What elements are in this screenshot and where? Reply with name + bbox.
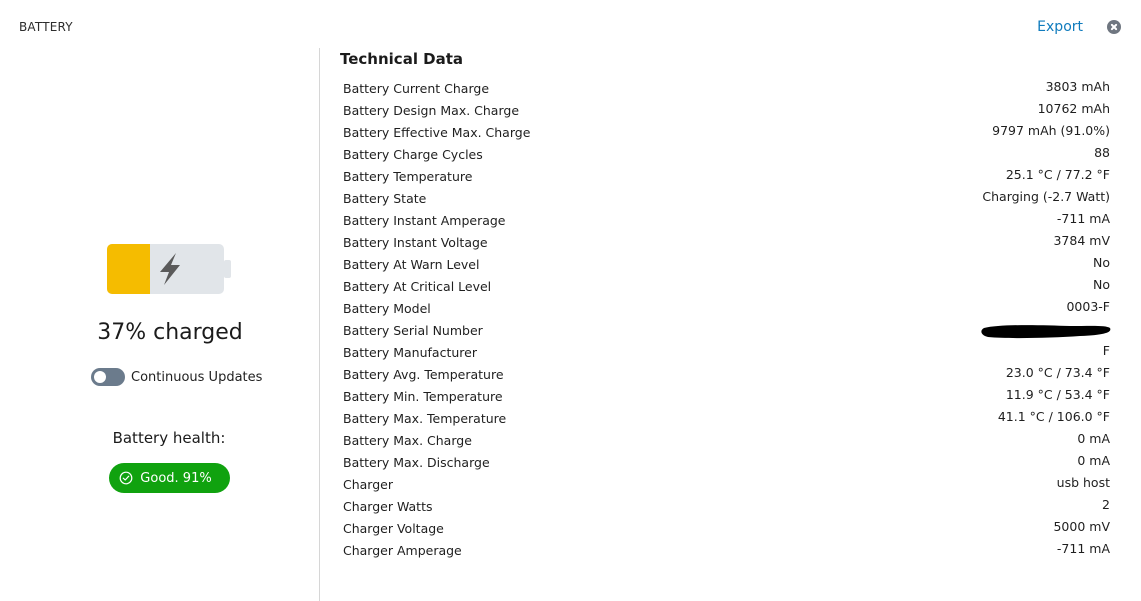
table-row bbox=[343, 233, 1110, 255]
table-row bbox=[343, 541, 1110, 563]
technical-data-title: Technical Data bbox=[340, 50, 464, 68]
redacted-value bbox=[980, 322, 1112, 340]
data-value: 3803 mAh bbox=[1045, 79, 1110, 94]
data-label: Battery Current Charge bbox=[343, 81, 490, 96]
continuous-updates-toggle[interactable] bbox=[91, 368, 125, 386]
data-value: No bbox=[1093, 277, 1110, 292]
data-value: 88 bbox=[1094, 145, 1110, 160]
table-row bbox=[343, 497, 1110, 519]
data-label: Battery Temperature bbox=[343, 169, 473, 184]
data-value: 2 bbox=[1102, 497, 1110, 512]
battery-health-value: Good. 91% bbox=[140, 470, 212, 486]
export-button[interactable]: Export bbox=[1037, 19, 1083, 35]
table-row bbox=[343, 123, 1110, 145]
continuous-updates-label: Continuous Updates bbox=[131, 369, 263, 385]
table-row bbox=[343, 453, 1110, 475]
data-label: Battery Min. Temperature bbox=[343, 389, 503, 404]
battery-icon bbox=[107, 244, 232, 294]
data-label: Battery Max. Temperature bbox=[343, 411, 507, 426]
data-value: 0 mA bbox=[1077, 431, 1110, 446]
table-row bbox=[343, 299, 1110, 321]
data-value: -711 mA bbox=[1056, 211, 1110, 226]
table-row bbox=[343, 321, 1110, 343]
table-row bbox=[343, 365, 1110, 387]
data-value: 0003-F bbox=[1066, 299, 1110, 314]
data-label: Battery Max. Charge bbox=[343, 433, 472, 448]
battery-health-badge bbox=[109, 463, 230, 493]
data-label: Battery Serial Number bbox=[343, 323, 483, 338]
table-row bbox=[343, 167, 1110, 189]
data-value: Charging (-2.7 Watt) bbox=[982, 189, 1110, 204]
data-value: 0 mA bbox=[1077, 453, 1110, 468]
data-label: Battery Model bbox=[343, 301, 431, 316]
check-circle-icon bbox=[119, 471, 133, 485]
data-label: Charger Watts bbox=[343, 499, 433, 514]
data-value: 5000 mV bbox=[1053, 519, 1110, 534]
data-label: Battery Manufacturer bbox=[343, 345, 477, 360]
data-value: -711 mA bbox=[1056, 541, 1110, 556]
table-row bbox=[343, 211, 1110, 233]
data-label: Battery Design Max. Charge bbox=[343, 103, 520, 118]
table-row bbox=[343, 145, 1110, 167]
table-row bbox=[343, 475, 1110, 497]
continuous-updates-row bbox=[91, 368, 262, 386]
data-value: 41.1 °C / 106.0 °F bbox=[997, 409, 1110, 424]
data-label: Battery At Critical Level bbox=[343, 279, 492, 294]
battery-health-label: Battery health: bbox=[112, 429, 226, 447]
close-icon[interactable] bbox=[1107, 20, 1121, 34]
battery-graphic-svg bbox=[107, 244, 232, 294]
data-label: Battery Avg. Temperature bbox=[343, 367, 504, 382]
charge-percentage: 37% charged bbox=[97, 320, 243, 345]
table-row bbox=[343, 431, 1110, 453]
page-title: BATTERY bbox=[19, 20, 73, 34]
data-value: 9797 mAh (91.0%) bbox=[992, 123, 1110, 138]
data-label: Charger Amperage bbox=[343, 543, 462, 558]
data-label: Battery Effective Max. Charge bbox=[343, 125, 531, 140]
table-row bbox=[343, 79, 1110, 101]
data-value: No bbox=[1093, 255, 1110, 270]
table-row bbox=[343, 387, 1110, 409]
data-value: 25.1 °C / 77.2 °F bbox=[1005, 167, 1110, 182]
table-row bbox=[343, 343, 1110, 365]
data-value: 11.9 °C / 53.4 °F bbox=[1005, 387, 1110, 402]
table-row bbox=[343, 189, 1110, 211]
data-value: usb host bbox=[1056, 475, 1110, 490]
data-value: 3784 mV bbox=[1053, 233, 1110, 248]
data-label: Battery Instant Voltage bbox=[343, 235, 488, 250]
table-row bbox=[343, 255, 1110, 277]
data-label: Battery State bbox=[343, 191, 427, 206]
technical-data-list bbox=[343, 79, 1110, 563]
data-label: Battery At Warn Level bbox=[343, 257, 480, 272]
table-row bbox=[343, 101, 1110, 123]
data-value: 10762 mAh bbox=[1037, 101, 1110, 116]
data-label: Charger bbox=[343, 477, 393, 492]
data-label: Battery Instant Amperage bbox=[343, 213, 506, 228]
table-row bbox=[343, 409, 1110, 431]
table-row bbox=[343, 519, 1110, 541]
data-label: Battery Charge Cycles bbox=[343, 147, 483, 162]
data-value: F bbox=[1102, 343, 1110, 358]
data-label: Battery Max. Discharge bbox=[343, 455, 490, 470]
table-row bbox=[343, 277, 1110, 299]
data-label: Charger Voltage bbox=[343, 521, 444, 536]
toggle-knob bbox=[94, 371, 106, 383]
data-value: 23.0 °C / 73.4 °F bbox=[1005, 365, 1110, 380]
